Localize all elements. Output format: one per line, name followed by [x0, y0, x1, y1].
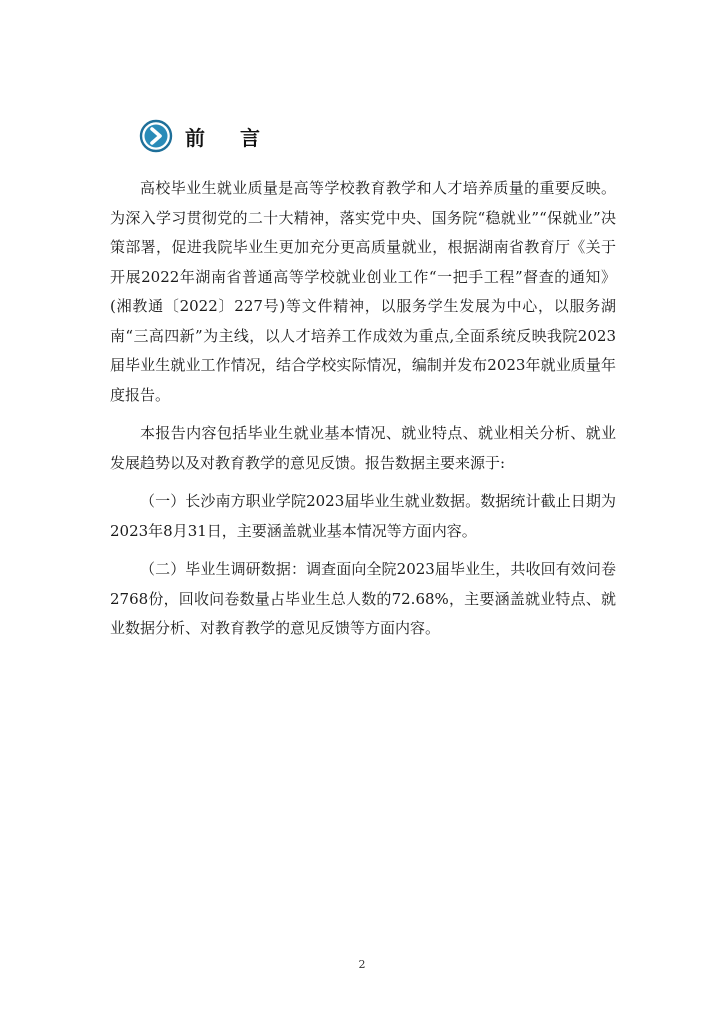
page-number: 2	[358, 958, 366, 971]
paragraph-intro: 高校毕业生就业质量是高等学校教育教学和人才培养质量的重要反映。为深入学习贯彻党的二十大精神，落实党中央、国务院“稳就业”“保就业”决策部署，促进我院毕业生更加充分更高质量就业，根据湖南省教育厅《关于开展2022年湖南省普通高等学校就业创业工作“一把手工程”督查的通知》(湘教通〔2022〕227号)等文件精神，以服务学生发展为中心，以服务湖南“三高四新”为主线，以人才培养工作成效为重点,全面系统反映我院2023届毕业生就业工作情况，结合学校实际情况，编制并发布2023年就业质量年度报告。	[110, 179, 616, 404]
preface-body	[110, 174, 616, 644]
chevron-right-circle-icon	[139, 119, 173, 153]
paragraph-source-one: （一）长沙南方职业学院2023届毕业生就业数据。数据统计截止日期为2023年8月31日，主要涵盖就业基本情况等方面内容。	[110, 492, 616, 540]
page-title: 前 言	[185, 125, 274, 150]
paragraph-source-two: （二）毕业生调研数据：调查面向全院2023届毕业生，共收回有效问卷2768份，回收问卷数量占毕业生总人数的72.68%，主要涵盖就业特点、就业数据分析、对教育教学的意见反馈等方面内容。	[110, 560, 616, 637]
section-heading	[139, 118, 274, 154]
paragraph-contents: 本报告内容包括毕业生就业基本情况、就业特点、就业相关分析、就业发展趋势以及对教育教学的意见反馈。报告数据主要来源于:	[110, 424, 616, 472]
